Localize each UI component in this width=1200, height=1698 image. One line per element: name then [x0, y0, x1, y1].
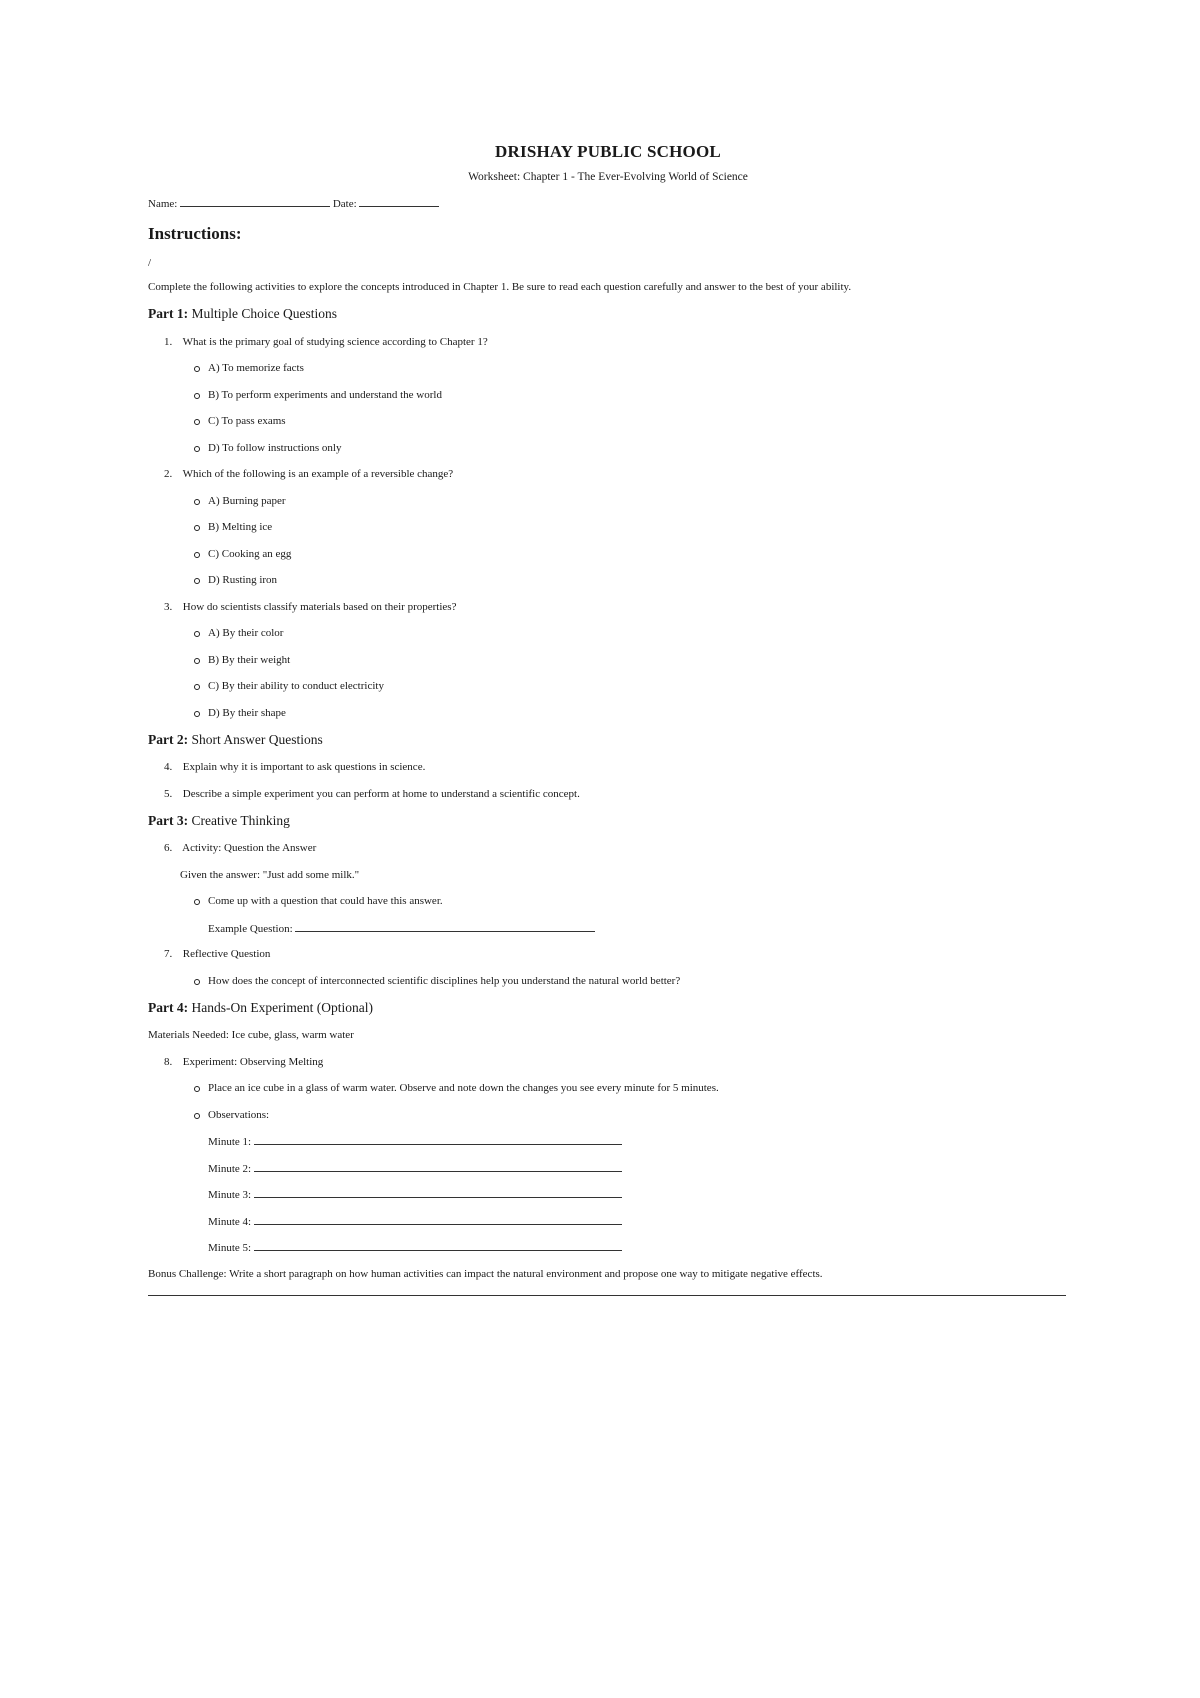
name-field[interactable] — [180, 194, 330, 207]
date-field[interactable] — [359, 194, 439, 207]
question-8-task: Place an ice cube in a glass of warm water. Observe and note down the changes you see every minute for 5 minutes. — [148, 1079, 1068, 1097]
school-name: DRISHAY PUBLIC SCHOOL — [495, 142, 721, 161]
circle-bullet-icon — [194, 979, 200, 985]
instructions-heading: Instructions: — [148, 224, 242, 243]
circle-bullet-icon — [194, 658, 200, 664]
part1-heading — [148, 304, 1068, 324]
circle-bullet-icon — [194, 393, 200, 399]
minute-label: Minute 1: — [208, 1136, 252, 1148]
minute-3-field[interactable] — [254, 1185, 622, 1198]
part4-heading — [148, 998, 1068, 1018]
part1-prefix: Part 1: — [148, 306, 189, 321]
option-1a[interactable]: A) To memorize facts — [148, 359, 1068, 377]
question-5 — [148, 785, 1068, 803]
circle-bullet-icon — [194, 525, 200, 531]
question-3 — [148, 598, 1068, 616]
option-2a[interactable]: A) Burning paper — [148, 492, 1068, 510]
part3-heading — [148, 811, 1068, 831]
instructions-text: Complete the following activities to explore the concepts introduced in Chapter 1. Be sure to read each question carefully and answer to the best of your ability. — [148, 281, 852, 293]
minute-2-line — [148, 1159, 1068, 1177]
example-question-field[interactable] — [295, 919, 595, 932]
circle-bullet-icon — [194, 499, 200, 505]
circle-bullet-icon — [194, 366, 200, 372]
question-text: Describe a simple experiment you can perform at home to understand a scientific concept. — [182, 787, 580, 800]
question-number: 2. — [164, 468, 173, 480]
part3-prefix: Part 3: — [148, 812, 189, 828]
minute-label: Minute 4: — [208, 1215, 252, 1228]
circle-bullet-icon — [194, 419, 200, 425]
question-8 — [148, 1053, 1068, 1071]
minute-5-line — [148, 1238, 1068, 1256]
part4-prefix: Part 4: — [148, 999, 189, 1015]
minute-4-line — [148, 1212, 1068, 1230]
part4-title: Hands-On Experiment (Optional) — [191, 999, 373, 1015]
question-1 — [148, 333, 1068, 351]
question-number: 1. — [164, 335, 173, 348]
minute-1-field[interactable] — [254, 1132, 622, 1145]
question-7 — [148, 945, 1068, 963]
question-number: 7. — [164, 948, 173, 960]
part1-title: Multiple Choice Questions — [191, 306, 337, 321]
minute-label: Minute 5: — [208, 1242, 252, 1254]
option-2b[interactable]: B) Melting ice — [148, 518, 1068, 536]
option-3c[interactable]: C) By their ability to conduct electricity — [148, 677, 1068, 695]
option-1d[interactable]: D) To follow instructions only — [148, 439, 1068, 457]
stray-mark: / — [148, 257, 152, 269]
minute-5-field[interactable] — [254, 1238, 622, 1251]
circle-bullet-icon — [194, 631, 200, 637]
minute-4-field[interactable] — [254, 1212, 622, 1225]
question-number: 6. — [164, 842, 173, 854]
circle-bullet-icon — [194, 552, 200, 558]
question-text: How do scientists classify materials based on their properties? — [182, 600, 457, 613]
materials-needed: Materials Needed: Ice cube, glass, warm water — [148, 1029, 354, 1041]
question-number: 4. — [164, 761, 173, 773]
part2-heading — [148, 730, 1068, 750]
date-label: Date: — [332, 198, 357, 210]
circle-bullet-icon — [194, 578, 200, 584]
part2-prefix: Part 2: — [148, 731, 189, 747]
circle-bullet-icon — [194, 1086, 200, 1092]
option-2c[interactable]: C) Cooking an egg — [148, 545, 1068, 563]
option-2d[interactable]: D) Rusting iron — [148, 571, 1068, 589]
question-number: 5. — [164, 787, 173, 800]
given-answer: Given the answer: "Just add some milk." — [180, 868, 360, 881]
part2-title: Short Answer Questions — [191, 731, 323, 747]
question-4 — [148, 758, 1068, 776]
question-text: What is the primary goal of studying science according to Chapter 1? — [182, 335, 488, 348]
minute-label: Minute 2: — [208, 1162, 252, 1175]
question-text: Reflective Question — [182, 948, 271, 960]
circle-bullet-icon — [194, 446, 200, 452]
example-question-label: Example Question: — [208, 922, 293, 935]
circle-bullet-icon — [194, 1113, 200, 1119]
bonus-challenge: Bonus Challenge: Write a short paragraph on how human activities can impact the natural environment and propose one way to mitigate negative effects. — [148, 1267, 823, 1280]
option-1b[interactable]: B) To perform experiments and understand the world — [148, 386, 1068, 404]
name-date-line — [148, 194, 1068, 212]
option-3b[interactable]: B) By their weight — [148, 651, 1068, 669]
part3-title: Creative Thinking — [191, 812, 290, 828]
question-number: 8. — [164, 1055, 173, 1068]
question-text: Which of the following is an example of a reversible change? — [182, 468, 454, 480]
minute-2-field[interactable] — [254, 1159, 622, 1172]
observations-item: Observations: — [148, 1106, 1068, 1124]
bonus-answer-line[interactable] — [148, 1295, 1066, 1296]
question-6 — [148, 839, 1068, 857]
circle-bullet-icon — [194, 899, 200, 905]
question-text: Explain why it is important to ask questions in science. — [182, 761, 426, 773]
circle-bullet-icon — [194, 711, 200, 717]
option-1c[interactable]: C) To pass exams — [148, 412, 1068, 430]
minute-3-line — [148, 1185, 1068, 1203]
example-question-line — [148, 919, 1068, 937]
minute-1-line — [148, 1132, 1068, 1150]
question-7-task: How does the concept of interconnected scientific disciplines help you understand the natural world better? — [148, 972, 1068, 990]
question-text: Experiment: Observing Melting — [182, 1055, 324, 1068]
circle-bullet-icon — [194, 684, 200, 690]
question-6-task: Come up with a question that could have this answer. — [148, 892, 1068, 910]
worksheet-title: Worksheet: Chapter 1 - The Ever-Evolving World of Science — [468, 171, 748, 183]
minute-label: Minute 3: — [208, 1189, 252, 1201]
worksheet-page — [148, 140, 1068, 1296]
question-2 — [148, 465, 1068, 483]
name-label: Name: — [148, 198, 178, 210]
question-text: Activity: Question the Answer — [182, 842, 317, 854]
question-number: 3. — [164, 600, 173, 613]
option-3d[interactable]: D) By their shape — [148, 704, 1068, 722]
option-3a[interactable]: A) By their color — [148, 624, 1068, 642]
